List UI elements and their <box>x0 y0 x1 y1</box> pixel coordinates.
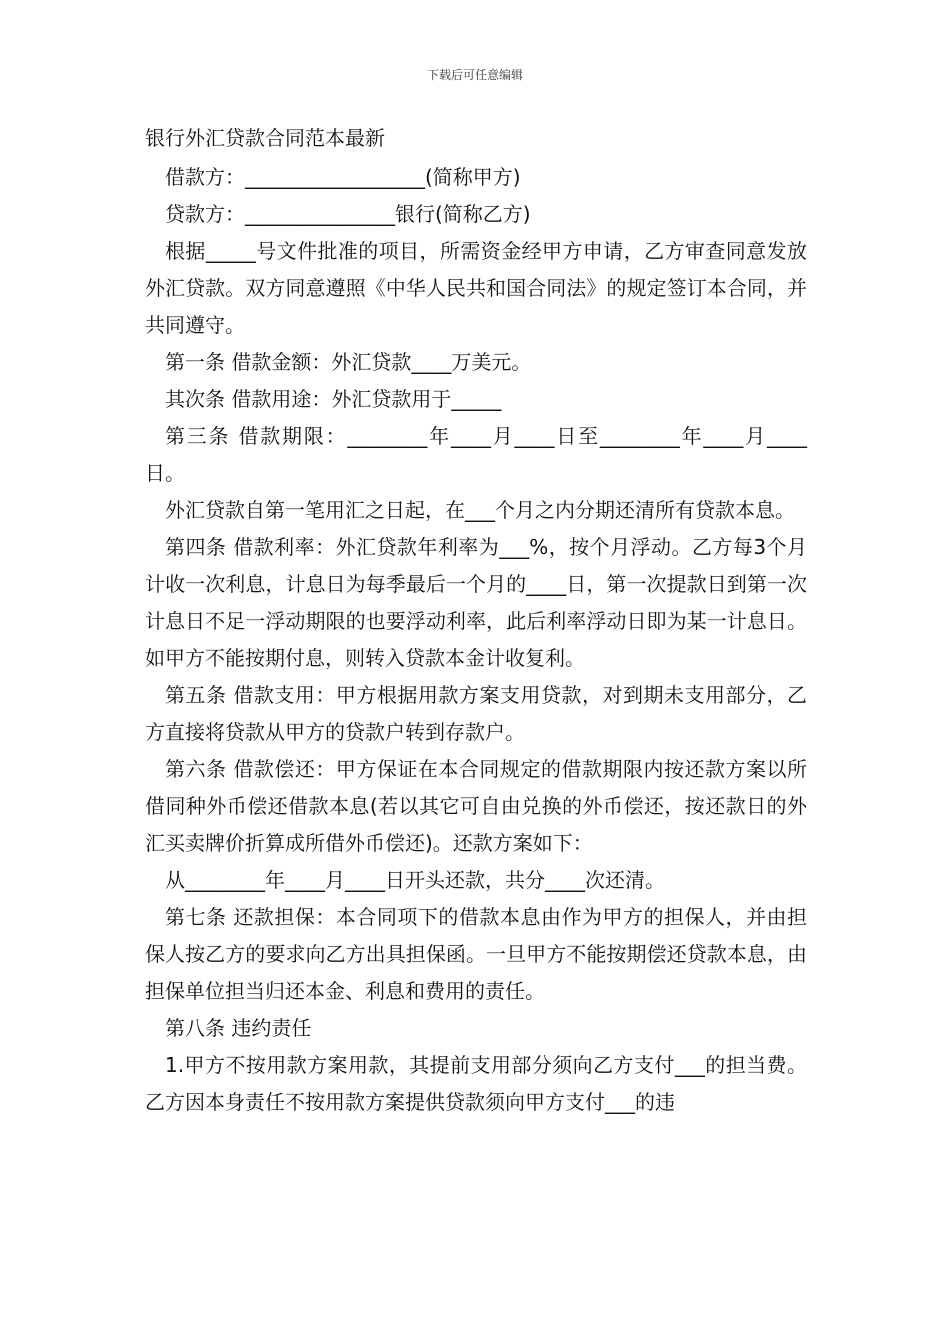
paragraph-article-8: 第八条 违约责任 <box>165 1016 312 1040</box>
paragraph-article-3-repayment: 外汇贷款自第一笔用汇之日起，在___个月之内分期还清所有贷款本息。 <box>165 498 795 522</box>
document-body <box>145 122 807 1121</box>
document-title: 银行外汇贷款合同范本最新 <box>145 126 385 150</box>
paragraph-preamble: 根据_____号文件批准的项目，所需资金经甲方申请，乙方审查同意发放外汇贷款。双方同意遵照《中华人民共和国合同法》的规定签订本合同，并共同遵守。 <box>145 239 807 337</box>
paragraph-article-8-item-1: 1.甲方不按用款方案用款，其提前支用部分须向乙方支付___的担当费。乙方因本身责任不按用款方案提供贷款须向甲方支付___的违 <box>145 1053 807 1114</box>
paragraph-article-5: 第五条 借款支用：甲方根据用款方案支用贷款，对到期未支用部分，乙方直接将贷款从甲方的贷款户转到存款户。 <box>145 683 807 744</box>
paragraph-article-6: 第六条 借款偿还：甲方保证在本合同规定的借款期限内按还款方案以所借同种外币偿还借款本息(若以其它可自由兑换的外币偿还，按还款日的外汇买卖牌价折算成所借外币偿还)。还款方案如下： <box>145 757 807 855</box>
header-note: 下载后可任意编辑 <box>426 68 523 82</box>
paragraph-article-6-schedule: 从________年____月____日开头还款，共分____次还清。 <box>165 868 665 892</box>
paragraph-article-1: 第一条 借款金额：外汇贷款____万美元。 <box>165 350 532 374</box>
paragraph-borrower: 借款方：__________________(简称甲方) <box>165 165 521 189</box>
paragraph-article-2: 其次条 借款用途：外汇贷款用于_____ <box>165 387 502 411</box>
paragraph-article-3: 第三条 借款期限：________年____月____日至________年____月____日。 <box>145 424 807 485</box>
paragraph-lender: 贷款方：_______________银行(简称乙方) <box>165 202 531 226</box>
paragraph-article-4: 第四条 借款利率：外汇贷款年利率为___%，按个月浮动。乙方每3个月计收一次利息，计息日为每季最后一个月的____日，第一次提款日到第一次计息日不足一浮动期限的也要浮动利率，此后利率浮动日即为某一计息日。如甲方不能按期付息，则转入贷款本金计收复利。 <box>145 535 807 670</box>
paragraph-article-7: 第七条 还款担保：本合同项下的借款本息由作为甲方的担保人，并由担保人按乙方的要求向乙方出具担保函。一旦甲方不能按期偿还贷款本息，由担保单位担当归还本金、利息和费用的责任。 <box>145 905 807 1003</box>
